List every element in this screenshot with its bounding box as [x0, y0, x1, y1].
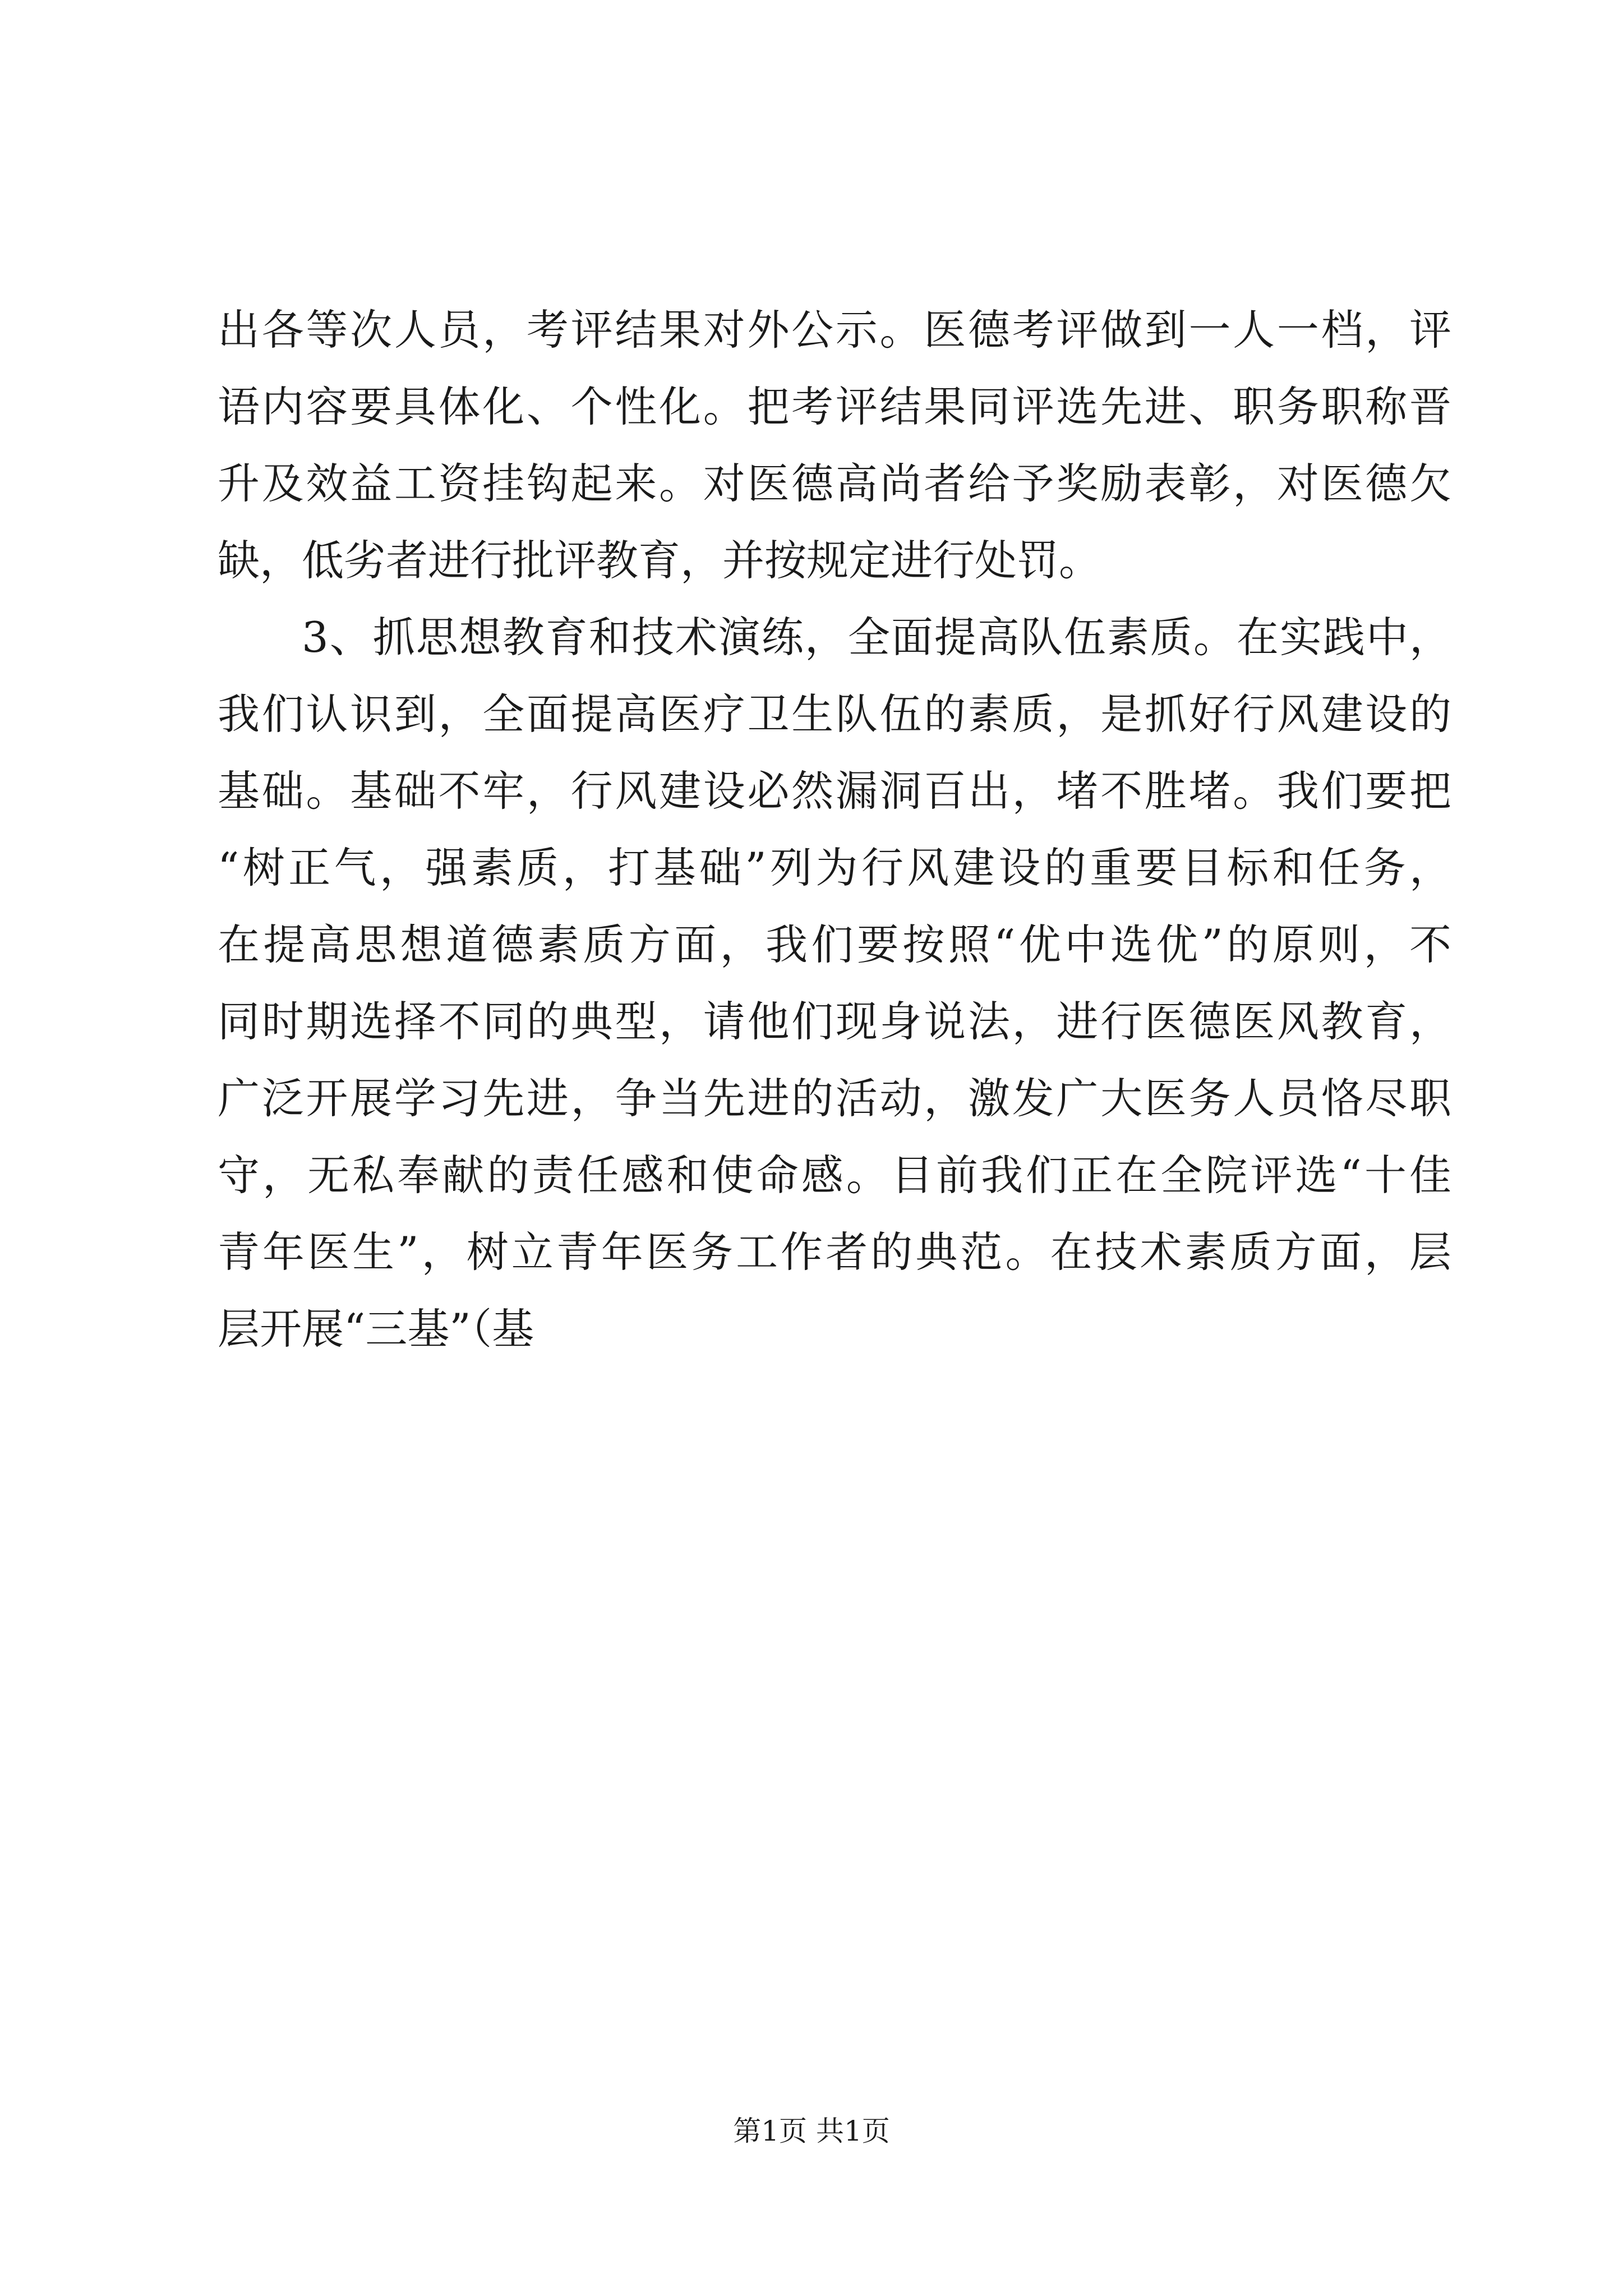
paragraph-2: [218, 599, 1451, 1368]
text-line: 基础。基础不牢，行风建设必然漏洞百出，堵不胜堵。我们要把: [218, 766, 1451, 816]
text-line: 语内容要具体化、个性化。把考评结果同评选先进、职务职称晋: [218, 382, 1451, 431]
text-line: “树正气，强素质，打基础”列为行风建设的重要目标和任务，: [218, 843, 1451, 892]
text-line: 出各等次人员，考评结果对外公示。医德考评做到一人一档，评: [218, 305, 1451, 355]
text-line: 我们认识到，全面提高医疗卫生队伍的素质，是抓好行风建设的: [218, 689, 1451, 739]
text-line: 在提高思想道德素质方面，我们要按照“优中选优”的原则，不: [218, 920, 1451, 969]
text-line: 3、抓思想教育和技术演练，全面提高队伍素质。在实践中，: [302, 613, 1451, 662]
text-line: 广泛开展学习先进，争当先进的活动，激发广大医务人员恪尽职: [218, 1074, 1451, 1123]
text-line: 层开展“三基”（基: [218, 1304, 534, 1354]
text-line: 青年医生”，树立青年医务工作者的典范。在技术素质方面，层: [218, 1227, 1451, 1277]
text-line: 守，无私奉献的责任感和使命感。目前我们正在全院评选“十佳: [218, 1151, 1451, 1200]
text-line: 缺，低劣者进行批评教育，并按规定进行处罚。: [218, 536, 1101, 585]
text-line: 升及效益工资挂钩起来。对医德高尚者给予奖励表彰，对医德欠: [218, 459, 1451, 508]
page-number-footer: 第1页 共1页: [733, 2115, 890, 2147]
paragraph-1: [218, 292, 1451, 599]
text-line: 同时期选择不同的典型，请他们现身说法，进行医德医风教育，: [218, 997, 1451, 1046]
document-body: [218, 292, 1451, 1368]
